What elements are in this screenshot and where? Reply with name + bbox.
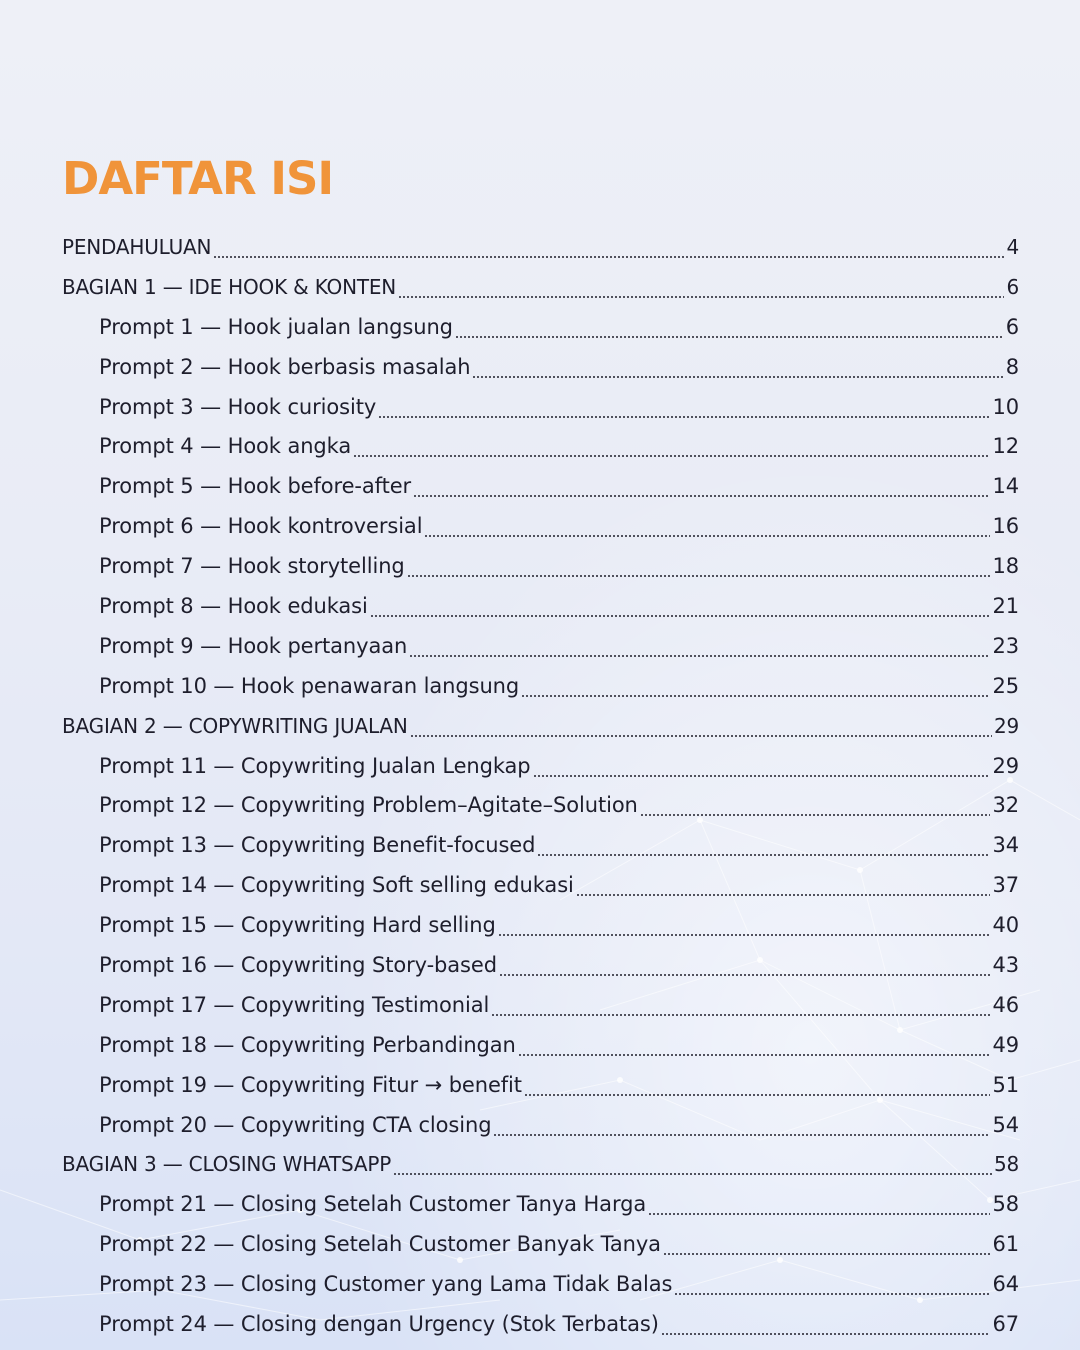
toc-entry-page-number: 10 xyxy=(992,394,1019,419)
toc-item-entry[interactable] xyxy=(62,866,1019,906)
toc-entry-page-number: 58 xyxy=(992,1192,1019,1217)
toc-entry-page-number: 12 xyxy=(992,434,1019,459)
toc-item-entry[interactable] xyxy=(62,388,1019,428)
toc-section-entry[interactable] xyxy=(62,1145,1019,1185)
toc-entry-label: Prompt 6 — Hook kontroversial xyxy=(99,514,423,539)
toc-entry-label: Prompt 11 — Copywriting Jualan Lengkap xyxy=(99,753,531,778)
toc-entry-label: Prompt 19 — Copywriting Fitur → benefit xyxy=(99,1072,522,1097)
toc-item-entry[interactable] xyxy=(62,747,1019,787)
toc-item-entry[interactable] xyxy=(62,348,1019,388)
toc-entry-label: Prompt 22 — Closing Setelah Customer Banyak Tanya xyxy=(99,1232,661,1257)
toc-item-entry[interactable] xyxy=(62,427,1019,467)
toc-entry-label: Prompt 1 — Hook jualan langsung xyxy=(99,314,453,339)
dot-leader xyxy=(491,1014,990,1016)
toc-entry-page-number: 23 xyxy=(992,633,1019,658)
dot-leader xyxy=(533,775,991,777)
toc-entry-label: Prompt 15 — Copywriting Hard selling xyxy=(99,913,496,938)
toc-item-entry[interactable] xyxy=(62,1305,1019,1345)
dot-leader xyxy=(674,1293,990,1295)
toc-entry-page-number: 43 xyxy=(992,953,1019,978)
toc-item-entry[interactable] xyxy=(62,507,1019,547)
toc-item-entry[interactable] xyxy=(62,906,1019,946)
dot-leader xyxy=(353,455,990,457)
toc-entry-page-number: 49 xyxy=(992,1032,1019,1057)
toc-item-entry[interactable] xyxy=(62,826,1019,866)
dot-leader xyxy=(537,854,990,856)
toc-section-entry[interactable] xyxy=(62,707,1019,747)
toc-entry-label: Prompt 10 — Hook penawaran langsung xyxy=(99,673,520,698)
toc-section-entry[interactable] xyxy=(62,268,1019,308)
toc-item-entry[interactable] xyxy=(62,946,1019,986)
toc-entry-page-number: 29 xyxy=(992,753,1019,778)
dot-leader xyxy=(640,814,991,816)
toc-entry-label: Prompt 13 — Copywriting Benefit-focused xyxy=(99,833,536,858)
toc-entry-label: PENDAHULUAN xyxy=(62,235,212,259)
toc-entry-page-number: 4 xyxy=(1006,235,1019,259)
toc-entry-page-number: 14 xyxy=(992,474,1019,499)
toc-entry-page-number: 16 xyxy=(992,514,1019,539)
dot-leader xyxy=(413,495,990,497)
dot-leader xyxy=(661,1333,991,1335)
toc-entry-page-number: 21 xyxy=(992,594,1019,619)
toc-item-entry[interactable] xyxy=(62,547,1019,587)
toc-entry-page-number: 54 xyxy=(992,1112,1019,1137)
dot-leader xyxy=(213,256,1004,258)
dot-leader xyxy=(576,894,991,896)
toc-entry-page-number: 6 xyxy=(1006,274,1019,299)
dot-leader xyxy=(424,535,990,537)
toc-entry-label: Prompt 23 — Closing Customer yang Lama Tidak Balas xyxy=(99,1272,673,1297)
toc-entry-page-number: 40 xyxy=(992,913,1019,938)
toc-entry-label: Prompt 24 — Closing dengan Urgency (Stok Terbatas) xyxy=(99,1312,659,1337)
toc-item-entry[interactable] xyxy=(62,627,1019,667)
toc-item-entry[interactable] xyxy=(62,1106,1019,1146)
toc-entry-label: BAGIAN 1 — IDE HOOK & KONTEN xyxy=(62,274,397,299)
toc-entry-label: Prompt 18 — Copywriting Perbandingan xyxy=(99,1032,516,1057)
toc-entry-label: Prompt 8 — Hook edukasi xyxy=(99,594,368,619)
toc-entry-page-number: 34 xyxy=(992,833,1019,858)
toc-entry-label: Prompt 16 — Copywriting Story-based xyxy=(99,953,497,978)
toc-item-entry[interactable] xyxy=(62,986,1019,1026)
toc-entry-label: Prompt 20 — Copywriting CTA closing xyxy=(99,1112,492,1137)
table-of-contents xyxy=(62,228,1019,1345)
dot-leader xyxy=(521,695,990,697)
dot-leader xyxy=(398,296,1004,298)
toc-entry-label: Prompt 4 — Hook angka xyxy=(99,434,352,459)
toc-entry-label: Prompt 21 — Closing Setelah Customer Tanya Harga xyxy=(99,1192,647,1217)
toc-entry-page-number: 32 xyxy=(992,793,1019,818)
toc-item-entry[interactable] xyxy=(62,1225,1019,1265)
dot-leader xyxy=(498,934,991,936)
dot-leader xyxy=(409,655,990,657)
dot-leader xyxy=(393,1173,992,1175)
toc-entry-page-number: 8 xyxy=(1005,354,1019,379)
dot-leader xyxy=(407,575,991,577)
toc-entry-label: Prompt 3 — Hook curiosity xyxy=(99,394,377,419)
toc-item-entry[interactable] xyxy=(62,1026,1019,1066)
dot-leader xyxy=(472,376,1003,378)
toc-entry-page-number: 37 xyxy=(992,873,1019,898)
toc-entry-label: BAGIAN 3 — CLOSING WHATSAPP xyxy=(62,1152,392,1177)
toc-item-entry[interactable] xyxy=(62,467,1019,507)
page-title: DAFTAR ISI xyxy=(62,152,334,205)
toc-entry-label: Prompt 5 — Hook before-after xyxy=(99,474,412,499)
dot-leader xyxy=(493,1134,990,1136)
toc-item-entry[interactable] xyxy=(62,587,1019,627)
dot-leader xyxy=(524,1094,991,1096)
toc-item-entry[interactable] xyxy=(62,786,1019,826)
toc-entry-label: Prompt 14 — Copywriting Soft selling edukasi xyxy=(99,873,574,898)
dot-leader xyxy=(648,1213,990,1215)
dot-leader xyxy=(378,416,990,418)
dot-leader xyxy=(499,974,991,976)
dot-leader xyxy=(455,336,1004,338)
toc-entry-page-number: 18 xyxy=(992,554,1019,579)
toc-entry-label: Prompt 2 — Hook berbasis masalah xyxy=(99,354,471,379)
dot-leader xyxy=(518,1054,991,1056)
toc-item-entry[interactable] xyxy=(62,1265,1019,1305)
dot-leader xyxy=(370,615,991,617)
dot-leader xyxy=(410,735,992,737)
dot-leader xyxy=(663,1253,991,1255)
toc-entry-label: Prompt 12 — Copywriting Problem–Agitate–Solution xyxy=(99,793,638,818)
toc-entry-page-number: 6 xyxy=(1005,314,1019,339)
toc-item-entry[interactable] xyxy=(62,1185,1019,1225)
toc-entry-page-number: 64 xyxy=(992,1272,1019,1297)
toc-entry-label: Prompt 9 — Hook pertanyaan xyxy=(99,633,408,658)
toc-item-entry[interactable] xyxy=(62,667,1019,707)
toc-entry-page-number: 58 xyxy=(993,1152,1019,1177)
toc-section-entry[interactable] xyxy=(62,228,1019,268)
toc-entry-page-number: 51 xyxy=(992,1072,1019,1097)
toc-entry-label: BAGIAN 2 — COPYWRITING JUALAN xyxy=(62,713,408,738)
toc-entry-page-number: 29 xyxy=(993,713,1019,738)
toc-entry-label: Prompt 7 — Hook storytelling xyxy=(99,554,405,579)
toc-item-entry[interactable] xyxy=(62,308,1019,348)
toc-entry-page-number: 67 xyxy=(992,1312,1019,1337)
toc-entry-page-number: 46 xyxy=(992,992,1019,1017)
toc-item-entry[interactable] xyxy=(62,1066,1019,1106)
toc-entry-label: Prompt 17 — Copywriting Testimonial xyxy=(99,992,490,1017)
toc-entry-page-number: 61 xyxy=(992,1232,1019,1257)
toc-entry-page-number: 25 xyxy=(992,673,1019,698)
